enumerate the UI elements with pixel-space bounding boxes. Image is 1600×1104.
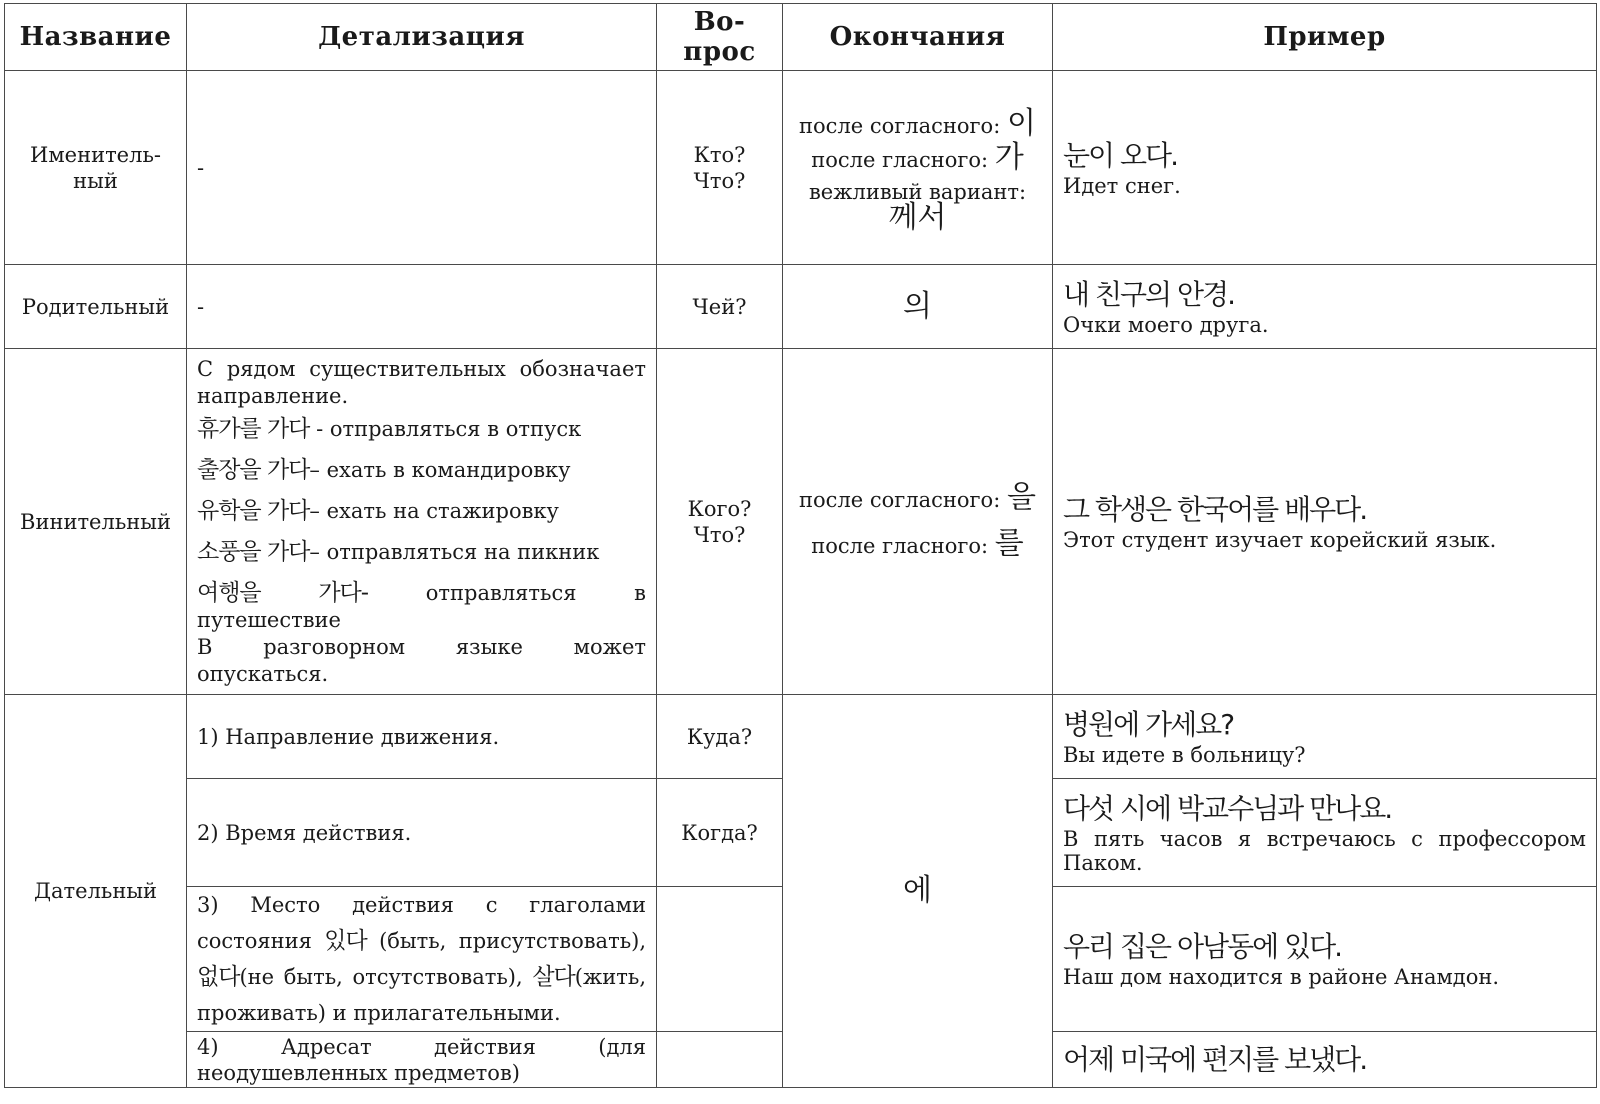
row-genitive	[5, 265, 1597, 349]
nominative-question-line2: Что?	[693, 168, 746, 193]
dative-1-question: Куда?	[657, 695, 783, 779]
accusative-note: В разговорном языке может опускаться.	[197, 634, 646, 686]
accusative-example-2-ko: 출장을 가다	[197, 456, 310, 483]
dative-2-detail: 2) Время действия.	[187, 779, 657, 887]
nominative-example-ko: 눈이 오다.	[1063, 138, 1177, 172]
dative-4-question	[657, 1032, 783, 1088]
accusative-question	[657, 349, 783, 695]
nominative-question	[657, 71, 783, 265]
dative-3-detail-p1: 3) Место действия с глаголами состояния	[197, 893, 646, 953]
dative-2-example-ru: В пять часов я встречаюсь с профессором Паком.	[1063, 826, 1586, 875]
dative-1-example-ru: Вы идете в больницу?	[1063, 742, 1306, 767]
accusative-example-2	[197, 457, 646, 484]
dative-3-detail-ko1: 있다	[324, 928, 367, 954]
nominative-name-line1: Именитель-	[30, 142, 161, 167]
dative-4-example	[1053, 1032, 1597, 1088]
dative-3-detail-ko2: 없다	[197, 964, 240, 990]
nominative-ending-vowel-label: после гласного:	[811, 147, 989, 172]
dative-2-example	[1053, 779, 1597, 887]
accusative-ending-consonant-label: после согласного:	[799, 487, 1001, 512]
accusative-example-5	[197, 580, 646, 607]
genitive-example-ko: 내 친구의 안경.	[1063, 277, 1234, 311]
dative-3-example-ru: Наш дом находится в районе Анамдон.	[1063, 965, 1500, 989]
genitive-name: Родительный	[5, 265, 187, 349]
accusative-example-1	[197, 416, 646, 443]
dative-3-detail-p4: (жить, проживать) и прилагательными.	[197, 965, 646, 1025]
header-question-line2: прос	[683, 37, 756, 67]
accusative-name: Винительный	[5, 349, 187, 695]
accusative-ending-consonant-ko: 을	[1006, 479, 1036, 515]
nominative-ending-vowel-ko: 가	[994, 139, 1024, 175]
nominative-ending-polite-label: вежливый вариант:	[808, 179, 1027, 204]
dative-1-detail: 1) Направление движения.	[187, 695, 657, 779]
header-detail: Детализация	[187, 4, 657, 71]
nominative-name-line2: ный	[73, 168, 118, 193]
dative-3-detail	[187, 887, 657, 1032]
nominative-question-line1: Кто?	[693, 142, 746, 167]
genitive-example-ru: Очки моего друга.	[1063, 312, 1269, 337]
nominative-ending-polite-ko: 께서	[888, 199, 947, 235]
nominative-endings	[783, 71, 1053, 265]
dative-4-detail: 4) Адресат действия (для неодушевленных предметов)	[187, 1032, 657, 1088]
header-name: Название	[5, 4, 187, 71]
accusative-question-line1: Кого?	[687, 496, 752, 521]
dative-1-example	[1053, 695, 1597, 779]
accusative-example-4	[197, 539, 646, 566]
accusative-detail-intro: С рядом существительных обозначает направление.	[197, 356, 646, 408]
nominative-example-ru: Идет снег.	[1063, 173, 1181, 198]
accusative-ending-vowel-label: после гласного:	[811, 533, 989, 558]
row-nominative	[5, 71, 1597, 265]
accusative-example-1-ko: 휴가를 가다	[197, 415, 310, 442]
genitive-question: Чей?	[657, 265, 783, 349]
accusative-example-4-ko: 소풍을 가다	[197, 538, 310, 565]
nominative-name	[5, 71, 187, 265]
accusative-example-5-ru2: в	[634, 580, 646, 605]
accusative-ending-vowel-ko: 를	[994, 525, 1024, 561]
accusative-example-5-ru1: отправляться	[425, 580, 577, 605]
header-example: Пример	[1053, 4, 1597, 71]
accusative-example-ru: Этот студент изучает корейский язык.	[1063, 527, 1497, 552]
row-accusative	[5, 349, 1597, 695]
dative-3-example-ko: 우리 집은 아남동에 있다.	[1063, 930, 1342, 963]
accusative-example-1-ru: - отправляться в отпуск	[309, 416, 582, 441]
accusative-detail	[187, 349, 657, 695]
accusative-example	[1053, 349, 1597, 695]
nominative-ending-consonant-label: после согласного:	[799, 113, 1001, 138]
accusative-example-5-ko2: 가다-	[318, 579, 369, 606]
dative-2-question: Когда?	[657, 779, 783, 887]
accusative-question-line2: Что?	[693, 522, 746, 547]
genitive-detail: -	[187, 265, 657, 349]
accusative-endings	[783, 349, 1053, 695]
dative-2-example-ko: 다섯 시에 박교수님과 만나요.	[1063, 791, 1392, 825]
header-question-line1: Во-	[693, 7, 746, 37]
accusative-example-ko: 그 학생은 한국어를 배우다.	[1063, 492, 1367, 526]
header-endings: Окончания	[783, 4, 1053, 71]
dative-name: Дательный	[5, 695, 187, 1088]
nominative-detail: -	[187, 71, 657, 265]
dative-1-example-ko: 병원에 가세요?	[1063, 707, 1234, 741]
accusative-example-2-ru: – ехать в командировку	[309, 457, 571, 482]
nominative-ending-consonant	[793, 105, 1042, 141]
accusative-ending-consonant	[793, 479, 1042, 515]
dative-3-question	[657, 887, 783, 1032]
header-row	[5, 4, 1597, 71]
genitive-ending: 의	[783, 265, 1053, 349]
genitive-example	[1053, 265, 1597, 349]
accusative-example-3	[197, 498, 646, 525]
dative-3-detail-p2: (быть, присутствовать),	[366, 929, 646, 953]
dative-3-detail-p3: (не быть, отсутствовать),	[239, 965, 533, 989]
accusative-example-5-cont: путешествие	[197, 607, 341, 632]
nominative-ending-consonant-ko: 이	[1006, 105, 1036, 141]
dative-ending: 에	[783, 695, 1053, 1088]
korean-cases-table	[4, 3, 1597, 1088]
case-table-page	[4, 3, 1596, 1101]
accusative-example-4-ru: – отправляться на пикник	[309, 539, 600, 564]
header-question	[657, 4, 783, 71]
accusative-example-5-ko1: 여행을	[197, 579, 261, 606]
row-dative-1	[5, 695, 1597, 779]
nominative-ending-vowel	[793, 139, 1042, 175]
dative-3-detail-ko3: 살다	[532, 964, 575, 990]
dative-3-example	[1053, 887, 1597, 1032]
nominative-example	[1053, 71, 1597, 265]
accusative-ending-vowel	[793, 525, 1042, 561]
dative-4-example-ko: 어제 미국에 편지를 보냈다.	[1063, 1042, 1367, 1076]
accusative-example-3-ko: 유학을 가다	[197, 497, 310, 524]
accusative-example-3-ru: – ехать на стажировку	[309, 498, 559, 523]
